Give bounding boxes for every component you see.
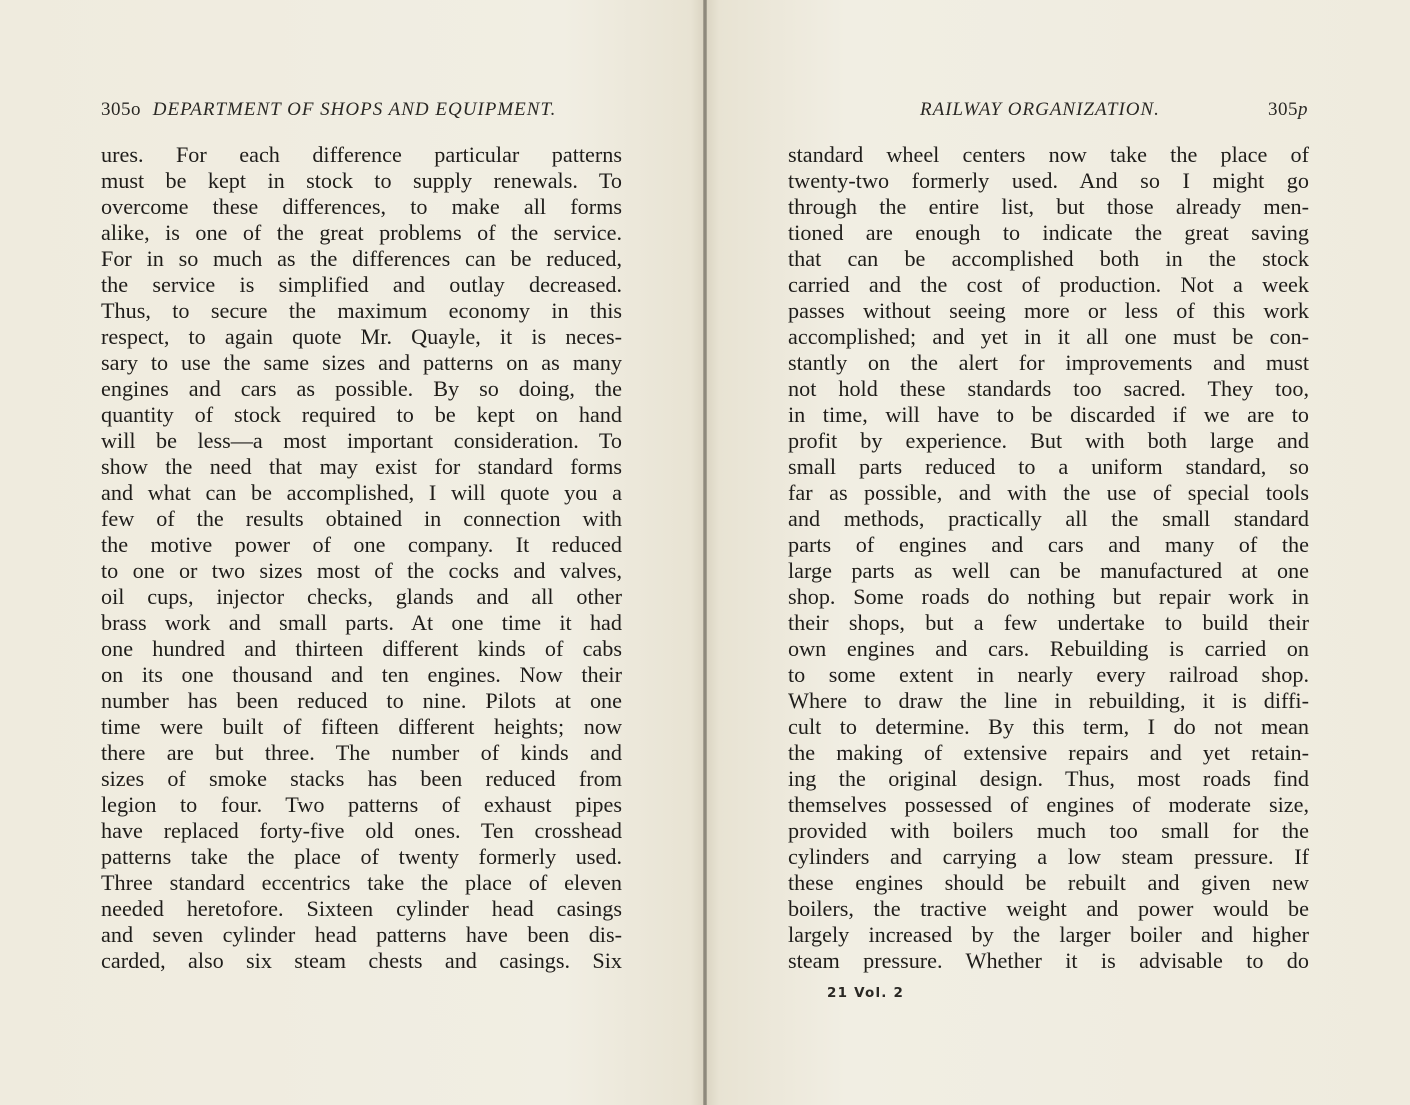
text-line: the motive power of one company. It reduced [101,532,622,557]
text-line: needed heretofore. Sixteen cylinder head casings [101,896,622,921]
text-line: that can be accomplished both in the stock [788,246,1309,271]
text-line: steam pressure. Whether it is advisable to do [788,948,1309,973]
text-line: carded, also six steam chests and casings. Six [101,948,622,973]
text-line: themselves possessed of engines of moderate size, [788,792,1309,817]
text-line: time were built of fifteen different heights; now [101,714,622,739]
left-running-title: DEPARTMENT OF SHOPS AND EQUIPMENT. [152,99,557,120]
left-running-head [101,99,621,121]
text-line: quantity of stock required to be kept on hand [101,402,622,427]
text-line: few of the results obtained in connection with [101,506,622,531]
text-line: there are but three. The number of kinds and [101,740,622,765]
text-line: have replaced forty-five old ones. Ten crosshead [101,818,622,843]
text-line: tioned are enough to indicate the great saving [788,220,1309,245]
text-line: small parts reduced to a uniform standard, so [788,454,1309,479]
right-running-title: RAILWAY ORGANIZATION. [920,99,1160,120]
text-line: the making of extensive repairs and yet retain- [788,740,1309,765]
text-line: For in so much as the differences can be reduced, [101,246,622,271]
text-line: far as possible, and with the use of special tools [788,480,1309,505]
text-line: on its one thousand and ten engines. Now their [101,662,622,687]
text-line: one hundred and thirteen different kinds of cabs [101,636,622,661]
left-body-text [101,142,622,974]
text-line: overcome these differences, to make all forms [101,194,622,219]
right-page [707,0,1410,1105]
right-body-text [788,142,1309,974]
text-line: stantly on the alert for improvements and must [788,350,1309,375]
text-line: Three standard eccentrics take the place of eleven [101,870,622,895]
text-line: carried and the cost of production. Not a week [788,272,1309,297]
text-line: passes without seeing more or less of this work [788,298,1309,323]
text-line: sary to use the same sizes and patterns on as many [101,350,622,375]
text-line: through the entire list, but those already men- [788,194,1309,219]
text-line: Thus, to secure the maximum economy in this [101,298,622,323]
text-line: their shops, but a few undertake to build their [788,610,1309,635]
text-line: Where to draw the line in rebuilding, it is diffi- [788,688,1309,713]
text-line: large parts as well can be manufactured at one [788,558,1309,583]
text-line: sizes of smoke stacks has been reduced from [101,766,622,791]
text-line: and seven cylinder head patterns have been dis- [101,922,622,947]
text-line: in time, will have to be discarded if we are to [788,402,1309,427]
text-line: will be less—a most important consideration. To [101,428,622,453]
text-line: these engines should be rebuilt and given new [788,870,1309,895]
text-line: cult to determine. By this term, I do not mean [788,714,1309,739]
text-line: accomplished; and yet in it all one must be con- [788,324,1309,349]
right-page-number [1268,99,1308,121]
text-line: legion to four. Two patterns of exhaust pipes [101,792,622,817]
text-line: ing the original design. Thus, most roads find [788,766,1309,791]
text-line: not hold these standards too sacred. They too, [788,376,1309,401]
text-line: shop. Some roads do nothing but repair work in [788,584,1309,609]
right-running-head [788,99,1308,121]
right-page-number-base: 305 [1268,99,1298,120]
text-line: to some extent in nearly every railroad shop. [788,662,1309,687]
printer-signature-mark: 21 Vol. 2 [827,985,905,1001]
text-line: own engines and cars. Rebuilding is carried on [788,636,1309,661]
text-line: brass work and small parts. At one time it had [101,610,622,635]
text-line: to one or two sizes most of the cocks and valves, [101,558,622,583]
text-line: largely increased by the larger boiler and higher [788,922,1309,947]
text-line: engines and cars as possible. By so doing, the [101,376,622,401]
text-line: oil cups, injector checks, glands and all other [101,584,622,609]
text-line: respect, to again quote Mr. Quayle, it is neces- [101,324,622,349]
left-page [0,0,703,1105]
text-line: must be kept in stock to supply renewals. To [101,168,622,193]
text-line: the service is simplified and outlay decreased. [101,272,622,297]
right-page-number-suffix: p [1298,99,1308,120]
text-line: standard wheel centers now take the place of [788,142,1309,167]
text-line: show the need that may exist for standard forms [101,454,622,479]
text-line: provided with boilers much too small for the [788,818,1309,843]
text-line: and what can be accomplished, I will quote you a [101,480,622,505]
text-line: and methods, practically all the small standard [788,506,1309,531]
text-line: ures. For each difference particular patterns [101,142,622,167]
text-line: profit by experience. But with both large and [788,428,1309,453]
text-line: patterns take the place of twenty formerly used. [101,844,622,869]
text-line: cylinders and carrying a low steam pressure. If [788,844,1309,869]
text-line: number has been reduced to nine. Pilots at one [101,688,622,713]
left-page-number: 305o [101,99,141,120]
text-line: parts of engines and cars and many of the [788,532,1309,557]
text-line: boilers, the tractive weight and power would be [788,896,1309,921]
text-line: twenty-two formerly used. And so I might go [788,168,1309,193]
text-line: alike, is one of the great problems of the service. [101,220,622,245]
